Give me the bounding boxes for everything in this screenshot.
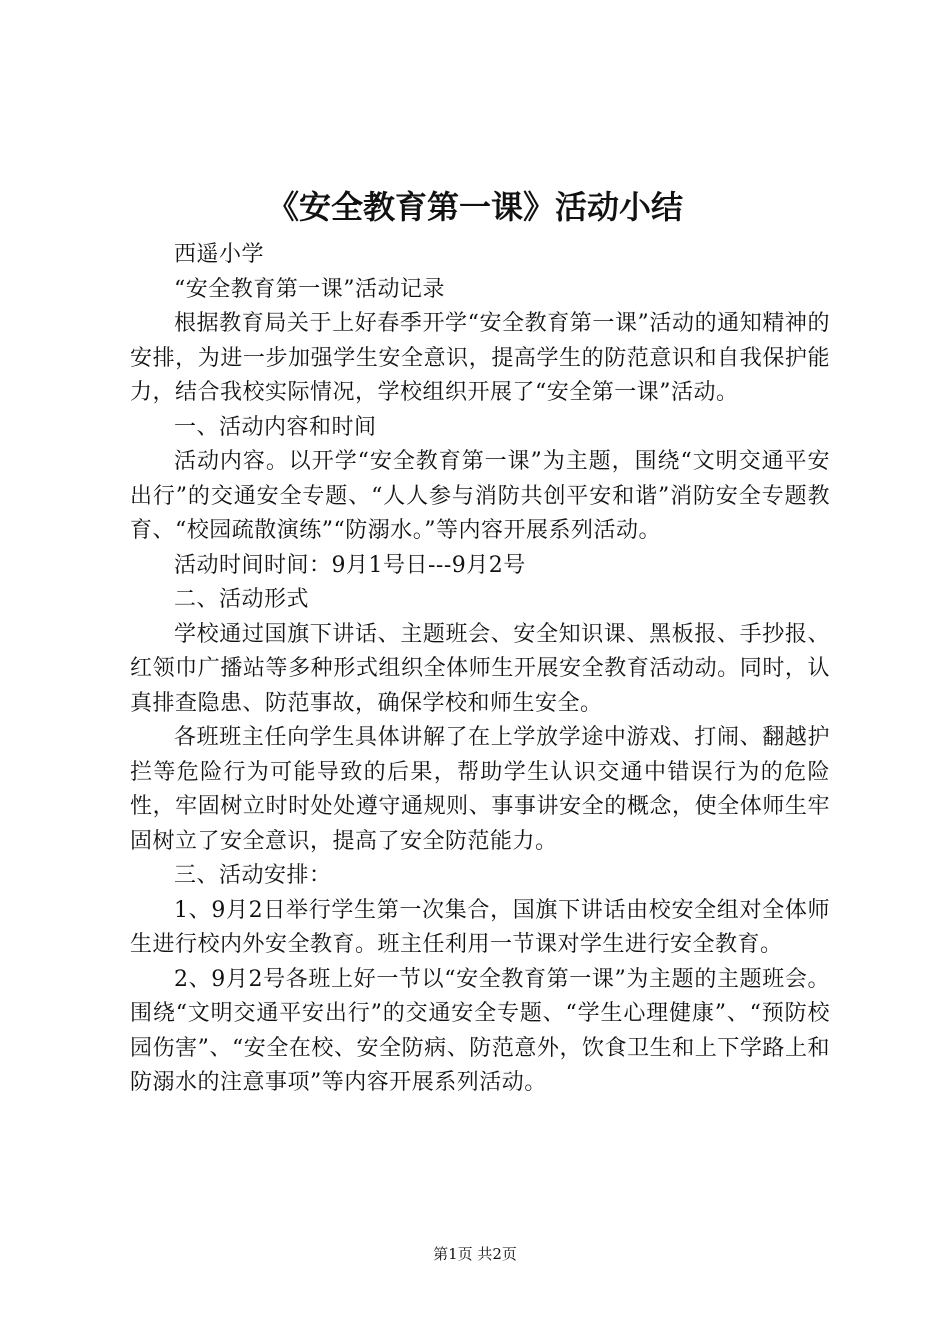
arrangement-item-2: 2、9月2号各班上好一节以“安全教育第一课”为主题的主题班会。围绕“文明交通平安出行”的交通安全专题、“学生心理健康”、“预防校园伤害”、“安全在校、安全防病、防范意外，饮食卫生和上下学路上和防溺水的注意事项”等内容开展系列活动。: [130, 966, 830, 1095]
activity-time-paragraph: 活动时间时间：9月1号日---9月2号: [174, 552, 526, 578]
record-heading: “安全教育第一课”活动记录: [174, 276, 445, 302]
school-name: 西遥小学: [174, 242, 265, 267]
page-footer: 第1页 共2页: [433, 1245, 517, 1263]
activity-content-paragraph: 活动内容。以开学“安全教育第一课”为主题，围绕“文明交通平安出行”的交通安全专题、“人人参与消防共创平安和谐”消防安全专题教育、“校园疏散演练”“防溺水。”等内容开展系列活动。: [130, 449, 830, 543]
document-body: [130, 238, 830, 1101]
section-heading-content-time: 一、活动内容和时间: [174, 414, 377, 440]
intro-paragraph: 根据教育局关于上好春季开学“安全教育第一课”活动的通知精神的安排，为进一步加强学生安全意识，提高学生的防范意识和自我保护能力，结合我校实际情况，学校组织开展了“安全第一课”活动。: [130, 311, 830, 405]
section-heading-format: 二、活动形式: [174, 587, 310, 612]
section-heading-arrangement: 三、活动安排：: [174, 863, 332, 888]
teacher-explanation-paragraph: 各班班主任向学生具体讲解了在上学放学途中游戏、打闹、翻越护拦等危险行为可能导致的后果，帮助学生认识交通中错误行为的危险性，牢固树立时时处处遵守通规则、事事讲安全的概念，使全体师生牢固树立了安全意识，提高了安全防范能力。: [130, 725, 830, 854]
document-title: 《安全教育第一课》活动小结: [266, 188, 683, 226]
arrangement-item-1: 1、9月2日举行学生第一次集合，国旗下讲话由校安全组对全体师生进行校内外安全教育。班主任利用一节课对学生进行安全教育。: [130, 897, 830, 957]
activity-format-paragraph: 学校通过国旗下讲话、主题班会、安全知识课、黑板报、手抄报、红领巾广播站等多种形式组织全体师生开展安全教育活动动。同时，认真排查隐患、防范事故，确保学校和师生安全。: [130, 621, 830, 716]
